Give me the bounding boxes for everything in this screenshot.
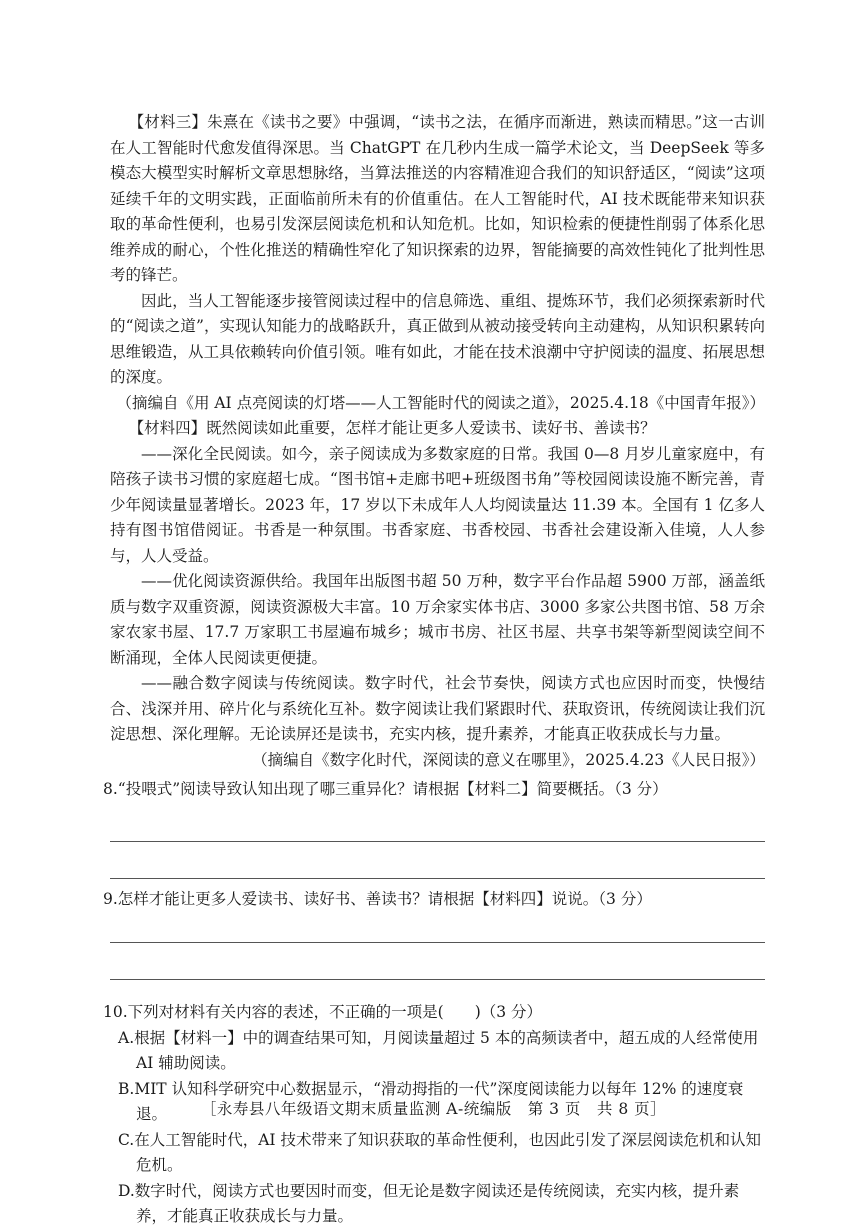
material4-intro: 【材料四】既然阅读如此重要，怎样才能让更多人爱读书、读好书、善读书？: [128, 419, 656, 437]
answer-line-q8-2[interactable]: [110, 878, 765, 879]
answer-line-q9-2[interactable]: [110, 979, 765, 980]
option-a[interactable]: A.根据【材料一】中的调查结果可知，月阅读量超过 5 本的高频读者中，超五成的人经常使用 AI 辅助阅读。: [118, 1028, 759, 1072]
material4-source: （摘编自《数字化时代，深阅读的意义在哪里》，2025.4.23《人民日报》）: [252, 750, 765, 769]
option-b[interactable]: B.MIT 认知科学研究中心数据显示，“滑动拇指的一代”深度阅读能力以每年 12% 的速度衰退。: [118, 1079, 744, 1123]
page-footer: ［永寿县八年级语文期末质量监测 A-统编版 第 3 页 共 8 页］: [200, 1100, 667, 1118]
question-8: 8.“投喂式”阅读导致认知出现了哪三重异化？请根据【材料二】简要概括。（3 分）: [103, 780, 668, 798]
option-d[interactable]: D.数字时代，阅读方式也要因时而变，但无论是数字阅读还是传统阅读，充实内核，提升素养，才能真正收获成长与力量。: [118, 1181, 740, 1225]
material3-paragraph-2: 因此，当人工智能逐步接管阅读过程中的信息筛选、重组、提炼环节，我们必须探索新时代的“阅读之道”，实现认知能力的战略跃升，真正做到从被动接受转向主动建构，从知识积累转向思维锻造，从工具依赖转向价值引领。唯有如此，才能在技术浪潮中守护阅读的温度、拓展思想的深度。: [110, 291, 765, 386]
page-content: [103, 110, 765, 1230]
material3-paragraph-1: 【材料三】朱熹在《读书之要》中强调，“读书之法，在循序而渐进，熟读而精思。”这一古训在人工智能时代愈发值得深思。当 ChatGPT 在几秒内生成一篇学术论文，当 DeepSeek 等多模态大模型实时解析文章思想脉络，当算法推送的内容精准迎合我们的知识舒适区，“阅读”这项延续千年的文明实践，正面临前所未有的价值重估。在人工智能时代，AI 技术既能带来知识获取的革命性便利，也易引发深层阅读危机和认知危机。比如，知识检索的便捷性削弱了体系化思维养成的耐心，个性化推送的精确性窄化了知识探索的边界，智能摘要的高效性钝化了批判性思考的锋芒。: [110, 113, 765, 284]
option-c[interactable]: C.在人工智能时代，AI 技术带来了知识获取的革命性便利，也因此引发了深层阅读危机和认知危机。: [118, 1130, 761, 1174]
material4-paragraph-1: ——深化全民阅读。如今，亲子阅读成为多数家庭的日常。我国 0—8 月岁儿童家庭中，有陪孩子读书习惯的家庭超七成。“图书馆+走廊书吧+班级图书角”等校园阅读设施不断完善，青少年阅读量显著增长。2023 年，17 岁以下未成年人人均阅读量达 11.39 本。全国有 1 亿多人持有图书馆借阅证。书香是一种氛围。书香家庭、书香校园、书香社会建设渐入佳境，人人参与，人人受益。: [110, 444, 765, 565]
question-9: 9.怎样才能让更多人爱读书、读好书、善读书？请根据【材料四】说说。（3 分）: [103, 889, 652, 908]
question-10: 10.下列对材料有关内容的表述，不正确的一项是( )（3 分）: [103, 1003, 543, 1021]
material4-paragraph-2: ——优化阅读资源供给。我国年出版图书超 50 万种，数字平台作品超 5900 万部，涵盖纸质与数字双重资源，阅读资源极大丰富。10 万余家实体书店、3000 多家公共图书馆、58 万余家农家书屋、17.7 万家职工书屋遍布城乡；城市书房、社区书屋、共享书架等新型阅读空间不断涌现，全体人民阅读更便捷。: [110, 572, 765, 667]
material4-paragraph-3: ——融合数字阅读与传统阅读。数字时代，社会节奏快，阅读方式也应因时而变，快慢结合、浅深并用、碎片化与系统化互补。数字阅读让我们紧跟时代、获取资讯，传统阅读让我们沉淀思想、深化理解。无论读屏还是读书，充实内核，提升素养，才能真正收获成长与力量。: [110, 674, 765, 743]
material3-source: （摘编自《用 AI 点亮阅读的灯塔——人工智能时代的阅读之道》，2025.4.18《中国青年报》）: [116, 393, 765, 412]
